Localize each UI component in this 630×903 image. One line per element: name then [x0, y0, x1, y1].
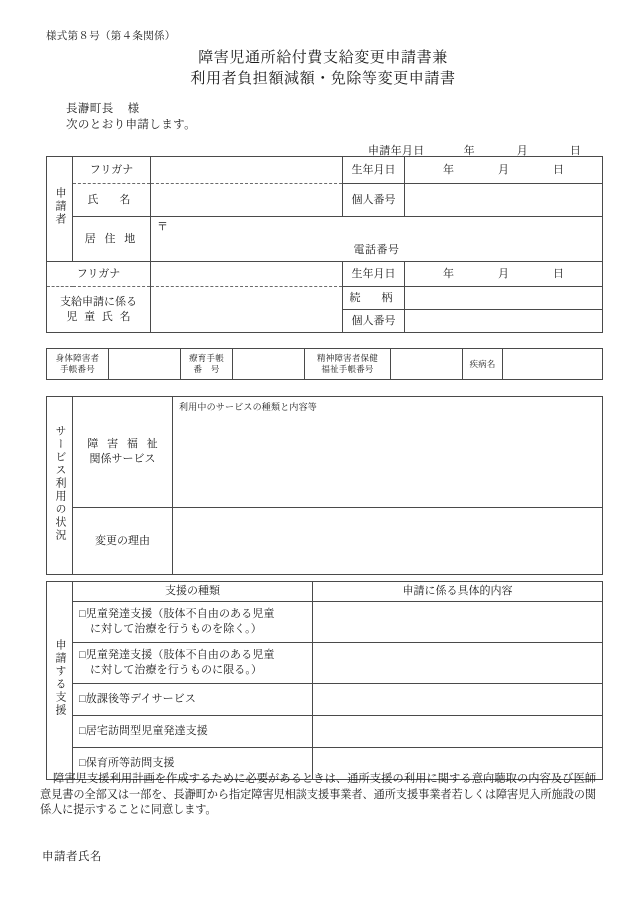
welfare-service-label-line1: 障 害 福 祉 — [87, 438, 161, 451]
child-name-value[interactable] — [151, 287, 343, 333]
child-name-label-line1: 支給申請に係る — [60, 295, 137, 308]
table-row-support-item — [47, 684, 603, 716]
applicant-tel-label: 電話番号 — [353, 243, 400, 256]
application-date-day: 日 — [569, 145, 581, 157]
child-furigana-label: フリガナ — [47, 262, 151, 287]
applicant-birth-month: 月 — [498, 163, 509, 176]
support-item-5-line1: □保育所等訪問支援 — [79, 757, 175, 769]
applicant-furigana-value[interactable] — [151, 157, 343, 184]
applicant-furigana-label: フリガナ — [73, 157, 151, 184]
handbook-table — [46, 348, 603, 380]
application-date-label: 申請年月日 — [368, 145, 425, 157]
ryoiku-handbook-label-line1: 療育手帳 — [189, 353, 224, 363]
support-item-4-line1: □居宅訪問型児童発達支援 — [79, 725, 208, 737]
applicant-name-value[interactable] — [151, 184, 343, 217]
child-birth-day: 日 — [553, 267, 564, 280]
applicant-section-label: 申請者 — [54, 187, 66, 227]
service-status-section-label-cell — [47, 397, 73, 575]
consent-text: 障害児支援利用計画を作成するために必要があるときは、通所支援の利用に関する意向聴取の内容及び医師意見書の全部又は一部を、長瀞町から指定障害児相談支援事業者、通所支援事業者若しくは障害児入所施設の関係人に提示することに同意します。 — [40, 773, 596, 816]
consent-paragraph — [40, 772, 596, 819]
disease-label: 疾病名 — [463, 349, 503, 380]
signature-label: 申請者氏名 — [42, 851, 102, 863]
welfare-service-label — [73, 397, 173, 508]
physical-handbook-value[interactable] — [109, 349, 181, 380]
service-status-section-label: サービス利用の状況 — [54, 424, 66, 542]
table-row-support-header — [47, 582, 603, 602]
welfare-service-label-line2: 関係サービス — [89, 453, 156, 465]
document-title — [0, 48, 630, 90]
table-row-welfare-service — [47, 397, 603, 508]
child-birth-year: 年 — [443, 267, 454, 280]
support-section-label-cell — [47, 582, 73, 780]
table-row-applicant-name — [47, 184, 603, 217]
support-type-header: 支援の種類 — [73, 582, 313, 602]
support-detail-2[interactable] — [313, 643, 603, 684]
child-mynumber-label: 個人番号 — [343, 310, 405, 333]
table-row-child-furigana — [47, 262, 603, 287]
declaration-text: 次のとおり申請します。 — [66, 119, 196, 131]
table-row-child-relation — [47, 287, 603, 310]
support-table — [46, 581, 603, 780]
ryoiku-handbook-label — [181, 349, 233, 380]
child-name-label-line2: 児 童 氏 名 — [66, 310, 133, 323]
form-number: 様式第８号（第４条関係） — [46, 31, 176, 42]
mental-handbook-label — [305, 349, 391, 380]
support-item-1[interactable] — [73, 602, 313, 643]
applicant-residence-value[interactable] — [151, 217, 603, 262]
applicant-birth-day: 日 — [553, 163, 564, 176]
support-detail-3[interactable] — [313, 684, 603, 716]
title-line-2: 利用者負担額減額・免除等変更申請書 — [190, 71, 456, 87]
disease-value[interactable] — [503, 349, 603, 380]
welfare-service-hint: 利用中のサービスの種類と内容等 — [179, 402, 318, 412]
applicant-name-label: 氏 名 — [73, 184, 151, 217]
support-section-label: 申請する支援 — [54, 639, 66, 718]
table-row-applicant-furigana — [47, 157, 603, 184]
applicant-mynumber-value[interactable] — [405, 184, 603, 217]
mental-handbook-label-line2: 福祉手帳番号 — [321, 364, 374, 374]
child-relation-label: 続 柄 — [343, 287, 405, 310]
child-mynumber-value[interactable] — [405, 310, 603, 333]
table-row-change-reason — [47, 508, 603, 575]
support-item-2-line2: に対して治療を行うものに限る。） — [90, 664, 263, 676]
mental-handbook-value[interactable] — [391, 349, 463, 380]
child-birth-label: 生年月日 — [343, 262, 405, 287]
child-relation-value[interactable] — [405, 287, 603, 310]
mental-handbook-label-line1: 精神障害者保健 — [317, 353, 378, 363]
support-detail-header: 申請に係る具体的内容 — [313, 582, 603, 602]
applicant-birth-year: 年 — [443, 163, 454, 176]
child-furigana-value[interactable] — [151, 262, 343, 287]
physical-handbook-label-line2: 手帳番号 — [60, 364, 95, 374]
applicant-birth-label: 生年月日 — [343, 157, 405, 184]
physical-handbook-label-line1: 身体障害者 — [55, 353, 100, 363]
ryoiku-handbook-label-line2: 番 号 — [193, 364, 220, 374]
child-birth-month: 月 — [498, 267, 509, 280]
applicant-birth-value[interactable] — [405, 157, 603, 184]
welfare-service-value[interactable] — [173, 397, 603, 508]
table-row-handbooks — [47, 349, 603, 380]
application-date-month: 月 — [516, 145, 528, 157]
applicant-section-label-cell — [47, 157, 73, 262]
table-row-support-item — [47, 716, 603, 748]
addressee — [66, 100, 140, 116]
support-item-2[interactable] — [73, 643, 313, 684]
support-item-1-line1: □児童発達支援（肢体不自由のある児童 — [79, 608, 275, 620]
change-reason-label: 変更の理由 — [73, 508, 173, 575]
support-item-1-line2: に対して治療を行うものを除く。） — [90, 623, 262, 635]
table-row-support-item — [47, 643, 603, 684]
service-status-table — [46, 396, 603, 575]
applicant-child-table — [46, 156, 603, 333]
title-line-1: 障害児通所給付費支給変更申請書兼 — [198, 50, 448, 66]
child-name-label — [47, 287, 151, 333]
addressee-name: 長瀞町長 — [66, 103, 114, 115]
child-birth-value[interactable] — [405, 262, 603, 287]
support-detail-4[interactable] — [313, 716, 603, 748]
addressee-honorific: 様 — [127, 103, 140, 115]
ryoiku-handbook-value[interactable] — [233, 349, 305, 380]
support-item-3[interactable] — [73, 684, 313, 716]
postal-mark: 〒 — [157, 221, 168, 233]
application-date-year: 年 — [463, 145, 475, 157]
table-row-support-item — [47, 602, 603, 643]
support-item-2-line1: □児童発達支援（肢体不自由のある児童 — [79, 649, 275, 661]
physical-handbook-label — [47, 349, 109, 380]
change-reason-value[interactable] — [173, 508, 603, 575]
table-row-applicant-residence — [47, 217, 603, 262]
support-item-4[interactable] — [73, 716, 313, 748]
applicant-mynumber-label: 個人番号 — [343, 184, 405, 217]
support-item-3-line1: □放課後等デイサービス — [79, 693, 196, 705]
support-detail-1[interactable] — [313, 602, 603, 643]
applicant-residence-label: 居 住 地 — [73, 217, 151, 262]
